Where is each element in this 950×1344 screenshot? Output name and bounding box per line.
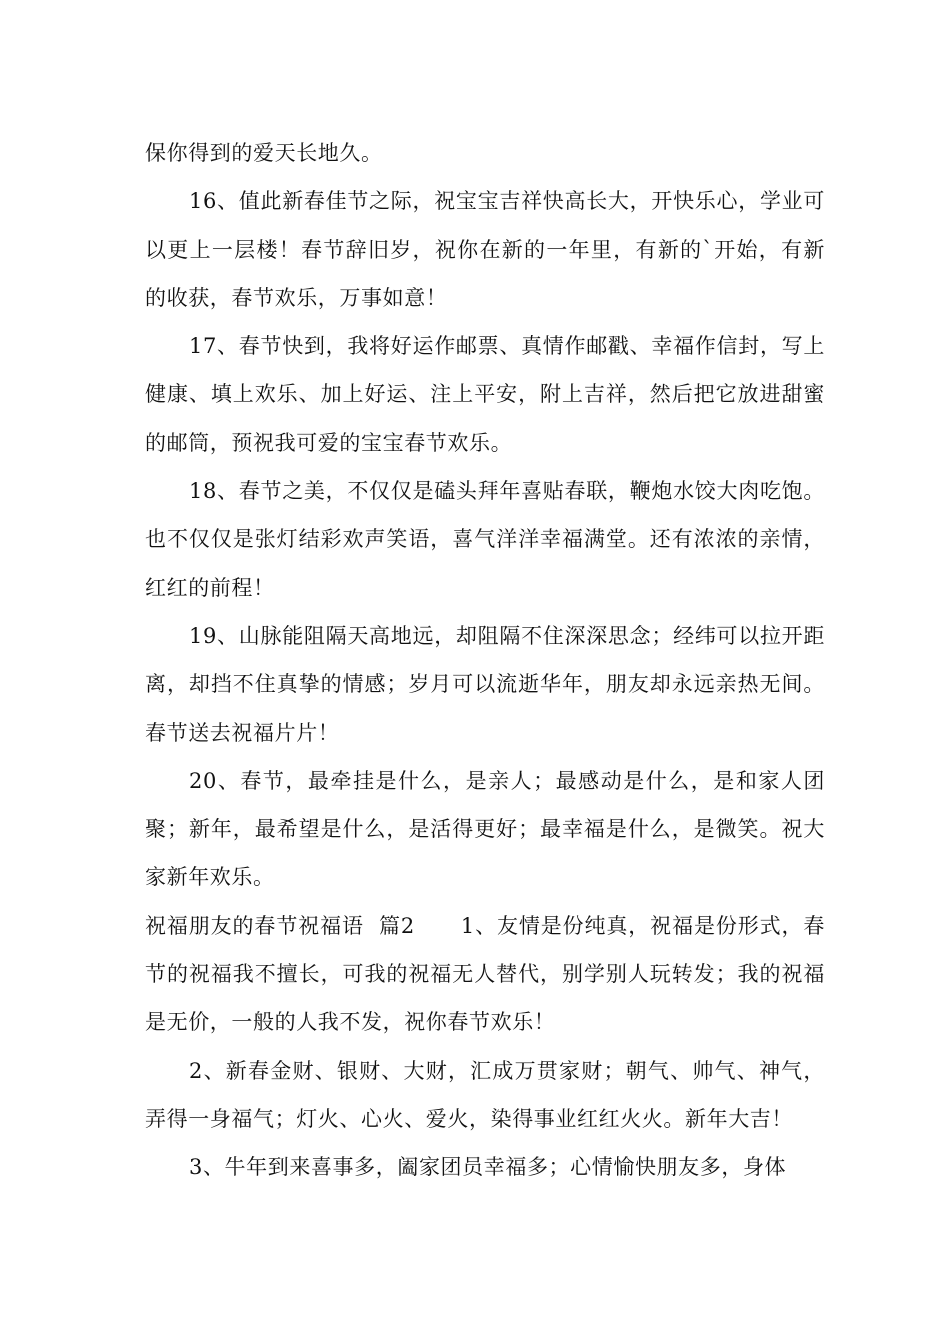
paragraph-item-16: 16、值此新春佳节之际，祝宝宝吉祥快高长大，开快乐心，学业可以更上一层楼！春节辞旧岁，祝你在新的一年里，有新的`开始，有新的收获，春节欢乐，万事如意！ <box>145 189 825 310</box>
paragraph-item-20: 20、春节，最牵挂是什么，是亲人；最感动是什么，是和家人团聚；新年，最希望是什么，是活得更好；最幸福是什么，是微笑。祝大家新年欢乐。 <box>145 768 825 890</box>
paragraph-item-18: 18、春节之美，不仅仅是磕头拜年喜贴春联，鞭炮水饺大肉吃饱。也不仅仅是张灯结彩欢声笑语，喜气洋洋幸福满堂。还有浓浓的亲情，红红的前程！ <box>145 479 825 600</box>
paragraph-item-2: 2、新春金财、银财、大财，汇成万贯家财；朝气、帅气、神气，弄得一身福气；灯火、心火、爱火，染得事业红红火火。新年大吉！ <box>145 1058 825 1131</box>
section-heading: 祝福朋友的春节祝福语 篇2 <box>145 913 415 938</box>
paragraph-continuation: 保你得到的爱天长地久。 <box>145 141 383 165</box>
paragraph-item-1: 1、友情是份纯真，祝福是份形式，春节的祝福我不擅长，可我的祝福无人替代，别学别人玩转发；我的祝福是无价，一般的人我不发，祝你春节欢乐！ <box>145 913 825 1035</box>
document-body <box>145 129 825 1192</box>
paragraph-item-19: 19、山脉能阻隔天高地远，却阻隔不住深深思念；经纬可以拉开距离，却挡不住真挚的情感；岁月可以流逝华年，朋友却永远亲热无间。春节送去祝福片片！ <box>145 623 825 745</box>
paragraph-item-17: 17、春节快到，我将好运作邮票、真情作邮戳、幸福作信封，写上健康、填上欢乐、加上好运、注上平安，附上吉祥，然后把它放进甜蜜的邮筒，预祝我可爱的宝宝春节欢乐。 <box>145 334 825 455</box>
section-paragraph <box>145 902 825 1047</box>
paragraph-item-3: 3、牛年到来喜事多，阖家团员幸福多；心情愉快朋友多，身体 <box>189 1155 787 1180</box>
